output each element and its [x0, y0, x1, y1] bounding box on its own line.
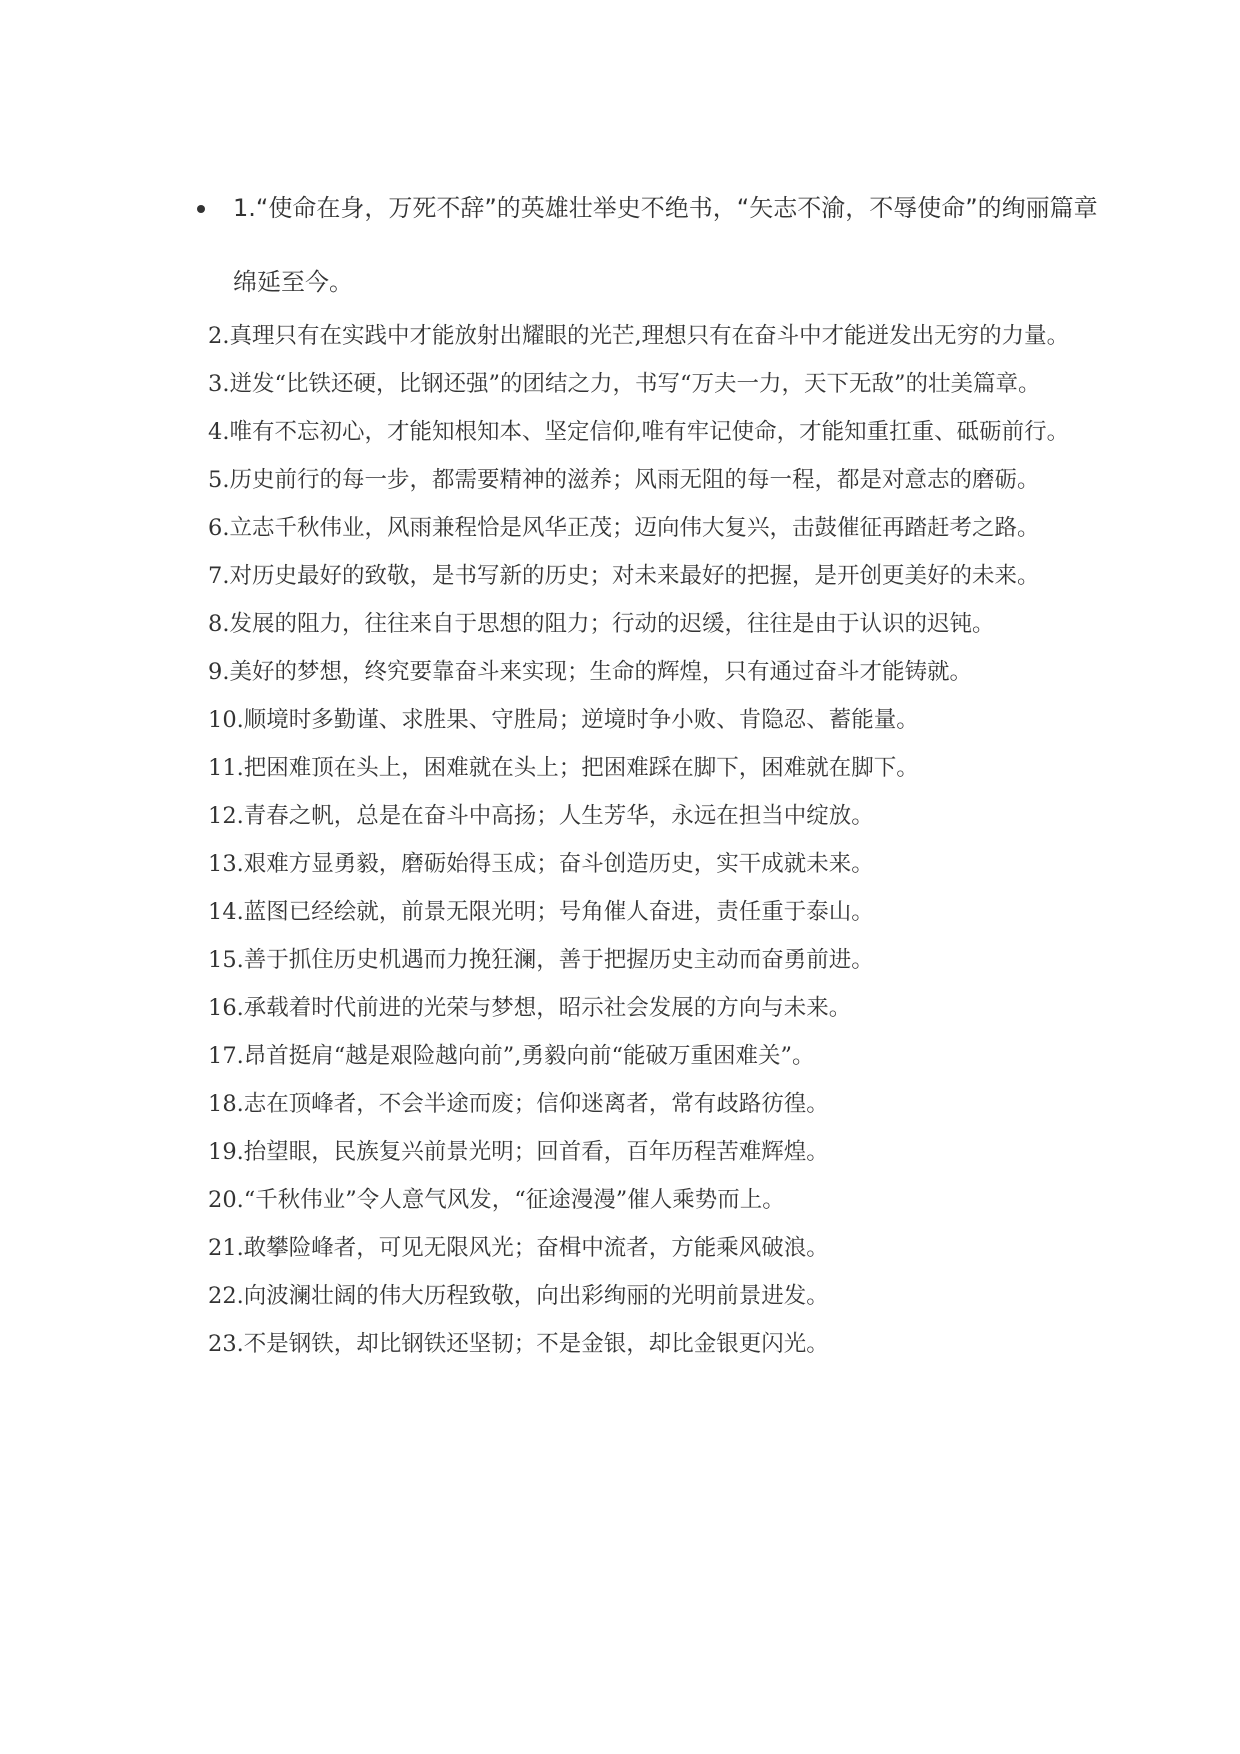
- quote-item: 23.不是钢铁，却比钢铁还坚韧；不是金银，却比金银更闪光。: [208, 1331, 829, 1357]
- quote-item: 19.抬望眼，民族复兴前景光明；回首看，百年历程苦难辉煌。: [208, 1139, 829, 1165]
- quote-item: 2.真理只有在实践中才能放射出耀眼的光芒,理想只有在奋斗中才能迸发出无穷的力量。: [208, 323, 1070, 349]
- quote-item: 6.立志千秋伟业，风雨兼程恰是风华正茂；迈向伟大复兴，击鼓催征再踏赶考之路。: [208, 515, 1040, 541]
- quote-item: 16.承载着时代前进的光荣与梦想，昭示社会发展的方向与未来。: [208, 995, 852, 1021]
- quote-item: 5.历史前行的每一步，都需要精神的滋养；风雨无阻的每一程，都是对意志的磨砺。: [208, 467, 1040, 493]
- quote-item: 10.顺境时多勤谨、求胜果、守胜局；逆境时争小败、肯隐忍、蓄能量。: [208, 707, 919, 733]
- quote-item: 22.向波澜壮阔的伟大历程致敬，向出彩绚丽的光明前景进发。: [208, 1283, 829, 1309]
- quote-item: 9.美好的梦想，终究要靠奋斗来实现；生命的辉煌，只有通过奋斗才能铸就。: [208, 659, 972, 685]
- bullet-dot-icon: [197, 205, 205, 213]
- quote-item: 8.发展的阻力，往往来自于思想的阻力；行动的迟缓，往往是由于认识的迟钝。: [208, 611, 995, 637]
- quote-item: 14.蓝图已经绘就，前景无限光明；号角催人奋进，责任重于泰山。: [208, 899, 874, 925]
- quote-item: 3.迸发“比铁还硬，比钢还强”的团结之力，书写“万夫一力，天下无敌”的壮美篇章。: [208, 371, 1041, 397]
- quote-item: 11.把困难顶在头上，困难就在头上；把困难踩在脚下，困难就在脚下。: [208, 755, 919, 781]
- quote-item: 18.志在顶峰者，不会半途而废；信仰迷离者，常有歧路彷徨。: [208, 1091, 829, 1117]
- quote-item: 13.艰难方显勇毅，磨砺始得玉成；奋斗创造历史，实干成就未来。: [208, 851, 874, 877]
- quote-item: 7.对历史最好的致敬，是书写新的历史；对未来最好的把握，是开创更美好的未来。: [208, 563, 1040, 589]
- quote-item: 4.唯有不忘初心，才能知根知本、坚定信仰,唯有牢记使命，才能知重扛重、砥砺前行。: [208, 419, 1070, 445]
- quote-item: 12.青春之帆，总是在奋斗中高扬；人生芳华，永远在担当中绽放。: [208, 803, 874, 829]
- bulleted-item: [180, 171, 1110, 319]
- quote-item: 21.敢攀险峰者，可见无限风光；奋楫中流者，方能乘风破浪。: [208, 1235, 829, 1261]
- quote-item: 15.善于抓住历史机遇而力挽狂澜，善于把握历史主动而奋勇前进。: [208, 947, 874, 973]
- quote-item: 20.“千秋伟业”令人意气风发，“征途漫漫”催人乘势而上。: [208, 1187, 785, 1213]
- quote-item: 17.昂首挺肩“越是艰险越向前”,勇毅向前“能破万重困难关”。: [208, 1043, 815, 1069]
- quote-list: [160, 318, 1100, 1374]
- bullet-item-text: 1.“使命在身，万死不辞”的英雄壮举史不绝书，“矢志不渝，不辱使命”的绚丽篇章绵延至今。: [233, 194, 1098, 296]
